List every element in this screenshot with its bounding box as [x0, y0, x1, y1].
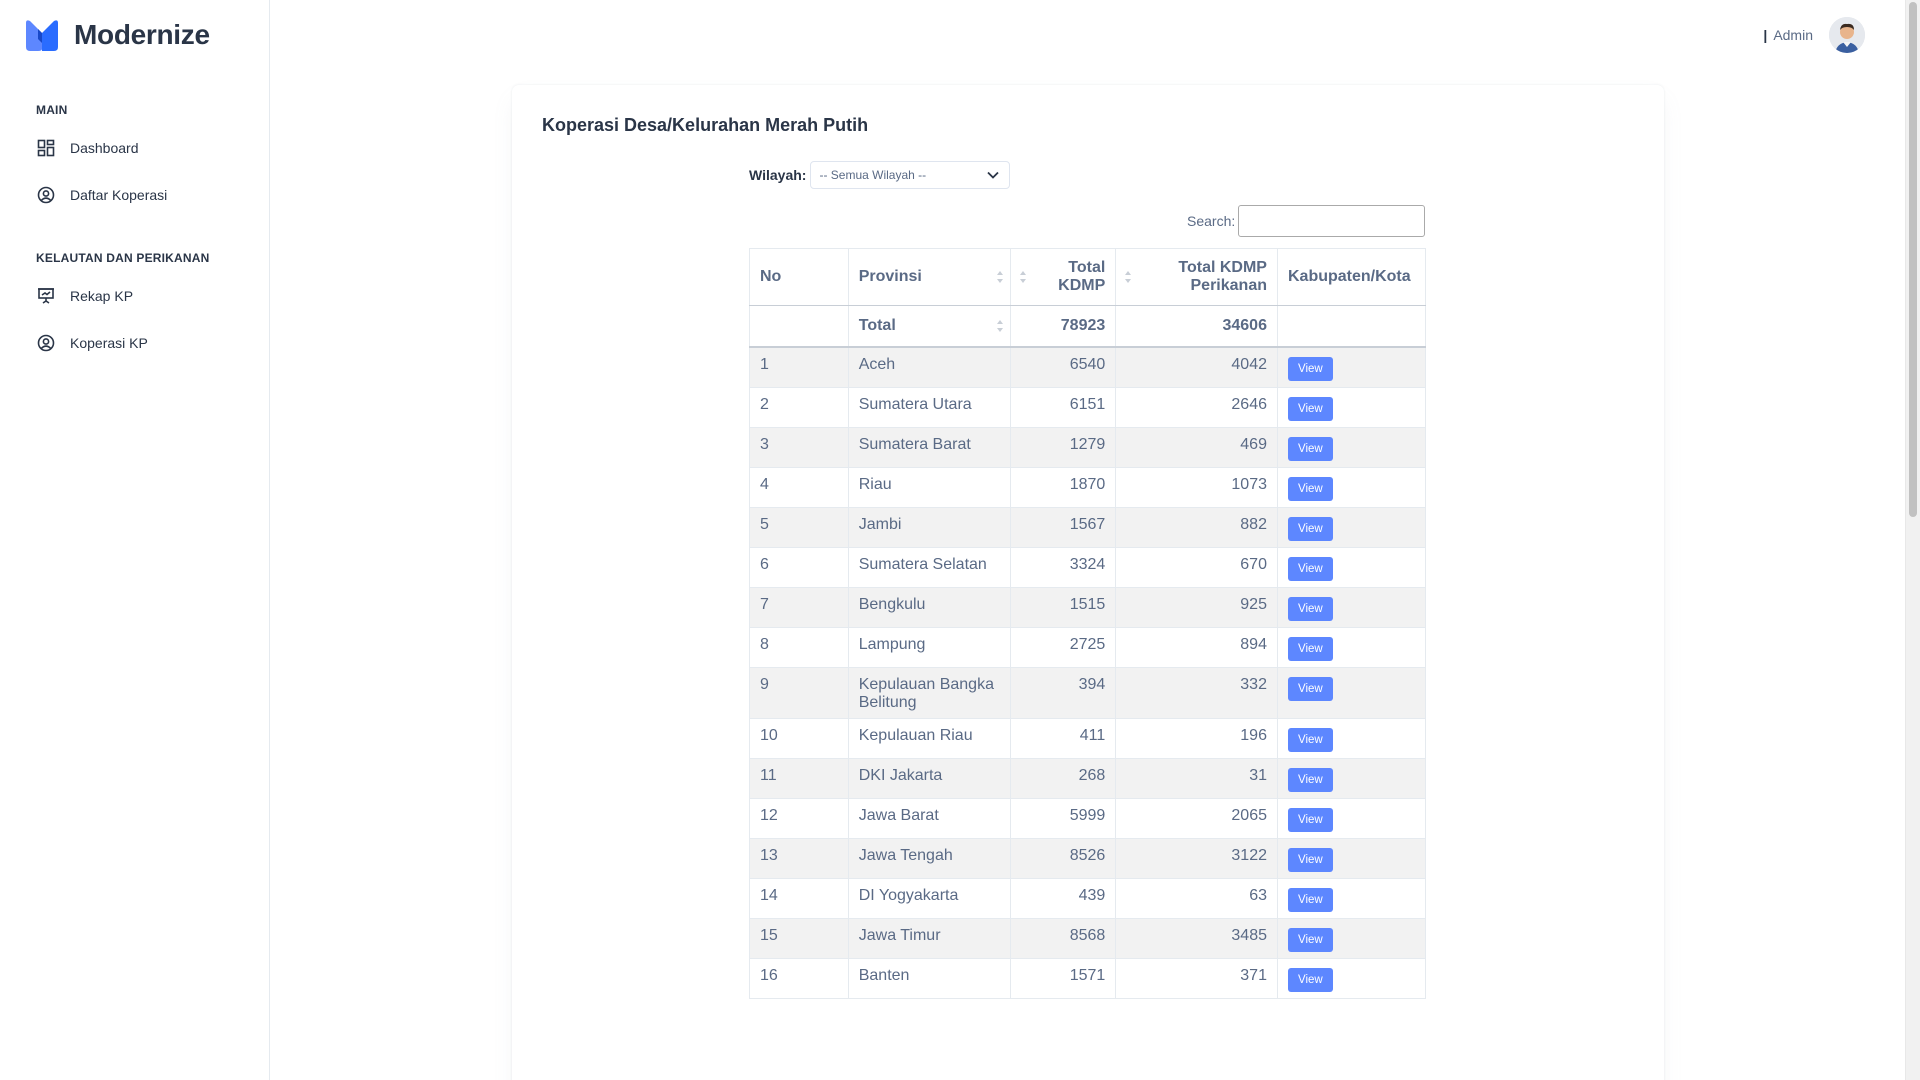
dashboard-icon: [36, 138, 56, 158]
row-no: 7: [750, 587, 849, 627]
view-button[interactable]: View: [1288, 928, 1333, 952]
sidebar-item-label: Koperasi KP: [70, 335, 148, 351]
row-action: [1277, 798, 1425, 838]
row-no: 13: [750, 838, 849, 878]
table-row: [750, 547, 1426, 587]
chevron-down-icon: [987, 171, 999, 179]
view-button[interactable]: View: [1288, 677, 1333, 701]
sort-icon: [996, 319, 1004, 333]
view-button[interactable]: View: [1288, 848, 1333, 872]
row-total-kdmp: 439: [1011, 878, 1116, 918]
row-provinsi: DI Yogyakarta: [848, 878, 1011, 918]
wilayah-filter: [749, 161, 1010, 189]
header-total-kdmp-perikanan[interactable]: Total KDMP Perikanan: [1116, 249, 1278, 306]
row-total-kdmp: 6540: [1011, 347, 1116, 388]
view-button[interactable]: View: [1288, 397, 1333, 421]
search-input[interactable]: [1238, 205, 1425, 237]
row-total-kdmp: 8568: [1011, 918, 1116, 958]
row-action: [1277, 878, 1425, 918]
view-button[interactable]: View: [1288, 477, 1333, 501]
sidebar-item-label: Rekap KP: [70, 288, 134, 304]
row-total-kdmp: 268: [1011, 758, 1116, 798]
row-action: [1277, 627, 1425, 667]
row-total-perikanan: 31: [1116, 758, 1278, 798]
row-total-perikanan: 3485: [1116, 918, 1278, 958]
table-row: [750, 958, 1426, 998]
row-action: [1277, 467, 1425, 507]
row-no: 12: [750, 798, 849, 838]
view-button[interactable]: View: [1288, 637, 1333, 661]
row-action: [1277, 587, 1425, 627]
total-perikanan-cell: 34606: [1116, 306, 1278, 347]
search-label: Search:: [1187, 213, 1236, 229]
row-no: 15: [750, 918, 849, 958]
row-total-perikanan: 371: [1116, 958, 1278, 998]
row-total-perikanan: 2065: [1116, 798, 1278, 838]
header-provinsi[interactable]: Provinsi: [848, 249, 1011, 306]
user-name[interactable]: Admin: [1773, 27, 1813, 43]
row-action: [1277, 718, 1425, 758]
table-header-row: [750, 249, 1426, 306]
table-row: [750, 718, 1426, 758]
view-button[interactable]: View: [1288, 517, 1333, 541]
row-no: 16: [750, 958, 849, 998]
row-total-kdmp: 1571: [1011, 958, 1116, 998]
total-kdmp-cell: 78923: [1011, 306, 1116, 347]
nav-caption-main: MAIN: [36, 103, 68, 117]
total-kabupaten-cell: [1277, 306, 1425, 347]
row-total-kdmp: 1567: [1011, 507, 1116, 547]
sort-icon: [1124, 270, 1132, 284]
sidebar-item-label: Dashboard: [70, 140, 139, 156]
sort-icon: [996, 270, 1004, 284]
koperasi-table: [749, 248, 1426, 999]
view-button[interactable]: View: [1288, 597, 1333, 621]
sidebar-item-rekap-kp[interactable]: [24, 276, 246, 316]
view-button[interactable]: View: [1288, 437, 1333, 461]
header-kabupaten-kota: Kabupaten/Kota: [1277, 249, 1425, 306]
total-no-cell: [750, 306, 849, 347]
brand-name: Modernize: [74, 19, 210, 50]
row-no: 1: [750, 347, 849, 388]
wilayah-selected-value: -- Semua Wilayah --: [819, 168, 927, 182]
row-provinsi: Bengkulu: [848, 587, 1011, 627]
wilayah-label: Wilayah:: [749, 167, 807, 183]
table-row: [750, 838, 1426, 878]
nav-caption-kelautan: KELAUTAN DAN PERIKANAN: [36, 251, 210, 265]
row-no: 14: [750, 878, 849, 918]
view-button[interactable]: View: [1288, 888, 1333, 912]
modernize-logo-icon: [24, 19, 64, 51]
row-no: 9: [750, 667, 849, 718]
total-label-cell: Total: [848, 306, 1011, 347]
table-row: [750, 467, 1426, 507]
row-total-kdmp: 6151: [1011, 387, 1116, 427]
table-row: [750, 427, 1426, 467]
view-button[interactable]: View: [1288, 728, 1333, 752]
sidebar-item-daftar-koperasi[interactable]: [24, 175, 246, 215]
view-button[interactable]: View: [1288, 357, 1333, 381]
table-row: [750, 758, 1426, 798]
row-total-kdmp: 1515: [1011, 587, 1116, 627]
sidebar-item-label: Daftar Koperasi: [70, 187, 168, 203]
row-provinsi: Kepulauan Riau: [848, 718, 1011, 758]
koperasi-card: [512, 85, 1664, 1080]
row-total-perikanan: 3122: [1116, 838, 1278, 878]
view-button[interactable]: View: [1288, 808, 1333, 832]
row-no: 2: [750, 387, 849, 427]
row-total-kdmp: 5999: [1011, 798, 1116, 838]
row-provinsi: Jawa Barat: [848, 798, 1011, 838]
row-action: [1277, 667, 1425, 718]
row-provinsi: Jambi: [848, 507, 1011, 547]
presentation-icon: [36, 286, 56, 306]
avatar[interactable]: [1829, 17, 1865, 53]
row-total-perikanan: 4042: [1116, 347, 1278, 388]
row-no: 4: [750, 467, 849, 507]
table-row: [750, 587, 1426, 627]
row-action: [1277, 838, 1425, 878]
row-total-kdmp: 8526: [1011, 838, 1116, 878]
row-total-perikanan: 63: [1116, 878, 1278, 918]
header-no[interactable]: No: [750, 249, 849, 306]
user-circle-icon: [36, 185, 56, 205]
table-row: [750, 878, 1426, 918]
row-provinsi: Sumatera Utara: [848, 387, 1011, 427]
row-total-perikanan: 469: [1116, 427, 1278, 467]
row-total-kdmp: 394: [1011, 667, 1116, 718]
table-row: [750, 918, 1426, 958]
row-total-perikanan: 1073: [1116, 467, 1278, 507]
row-total-kdmp: 1279: [1011, 427, 1116, 467]
row-no: 6: [750, 547, 849, 587]
table-row: [750, 347, 1426, 388]
table-search: [1187, 205, 1425, 237]
header-separator: |: [1763, 27, 1768, 43]
view-button[interactable]: View: [1288, 968, 1333, 992]
row-provinsi: Kepulauan Bangka Belitung: [848, 667, 1011, 718]
row-action: [1277, 958, 1425, 998]
user-circle-icon: [36, 333, 56, 353]
row-total-perikanan: 925: [1116, 587, 1278, 627]
row-total-kdmp: 411: [1011, 718, 1116, 758]
row-no: 3: [750, 427, 849, 467]
row-action: [1277, 507, 1425, 547]
row-no: 11: [750, 758, 849, 798]
view-button[interactable]: View: [1288, 768, 1333, 792]
sidebar-item-dashboard[interactable]: [24, 128, 246, 168]
row-action: [1277, 347, 1425, 388]
page-scrollbar[interactable]: [1905, 0, 1920, 1080]
row-total-perikanan: 332: [1116, 667, 1278, 718]
row-provinsi: Jawa Timur: [848, 918, 1011, 958]
row-provinsi: Jawa Tengah: [848, 838, 1011, 878]
user-avatar-icon: [1829, 17, 1865, 53]
row-total-kdmp: 1870: [1011, 467, 1116, 507]
row-provinsi: Sumatera Barat: [848, 427, 1011, 467]
row-total-kdmp: 2725: [1011, 627, 1116, 667]
scrollbar-thumb[interactable]: [1909, 2, 1917, 517]
row-total-perikanan: 2646: [1116, 387, 1278, 427]
row-provinsi: DKI Jakarta: [848, 758, 1011, 798]
row-action: [1277, 547, 1425, 587]
row-provinsi: Banten: [848, 958, 1011, 998]
table-row: [750, 667, 1426, 718]
table-body: [750, 347, 1426, 999]
row-total-kdmp: 3324: [1011, 547, 1116, 587]
row-total-perikanan: 196: [1116, 718, 1278, 758]
view-button[interactable]: View: [1288, 557, 1333, 581]
row-provinsi: Sumatera Selatan: [848, 547, 1011, 587]
row-provinsi: Lampung: [848, 627, 1011, 667]
brand-logo[interactable]: [24, 19, 210, 51]
sidebar-item-koperasi-kp[interactable]: [24, 323, 246, 363]
row-total-perikanan: 894: [1116, 627, 1278, 667]
row-no: 10: [750, 718, 849, 758]
table-total-row: [750, 306, 1426, 347]
row-no: 5: [750, 507, 849, 547]
row-no: 8: [750, 627, 849, 667]
sidebar: [0, 0, 270, 1080]
row-provinsi: Aceh: [848, 347, 1011, 388]
wilayah-select[interactable]: [810, 161, 1010, 189]
row-total-perikanan: 670: [1116, 547, 1278, 587]
header-total-kdmp[interactable]: Total KDMP: [1011, 249, 1116, 306]
row-provinsi: Riau: [848, 467, 1011, 507]
row-action: [1277, 758, 1425, 798]
row-action: [1277, 387, 1425, 427]
table-row: [750, 387, 1426, 427]
row-action: [1277, 918, 1425, 958]
user-menu[interactable]: [1763, 16, 1865, 54]
table-row: [750, 627, 1426, 667]
page-title: Koperasi Desa/Kelurahan Merah Putih: [542, 115, 869, 135]
table-row: [750, 507, 1426, 547]
table-row: [750, 798, 1426, 838]
row-action: [1277, 427, 1425, 467]
row-total-perikanan: 882: [1116, 507, 1278, 547]
sort-icon: [1019, 270, 1027, 284]
